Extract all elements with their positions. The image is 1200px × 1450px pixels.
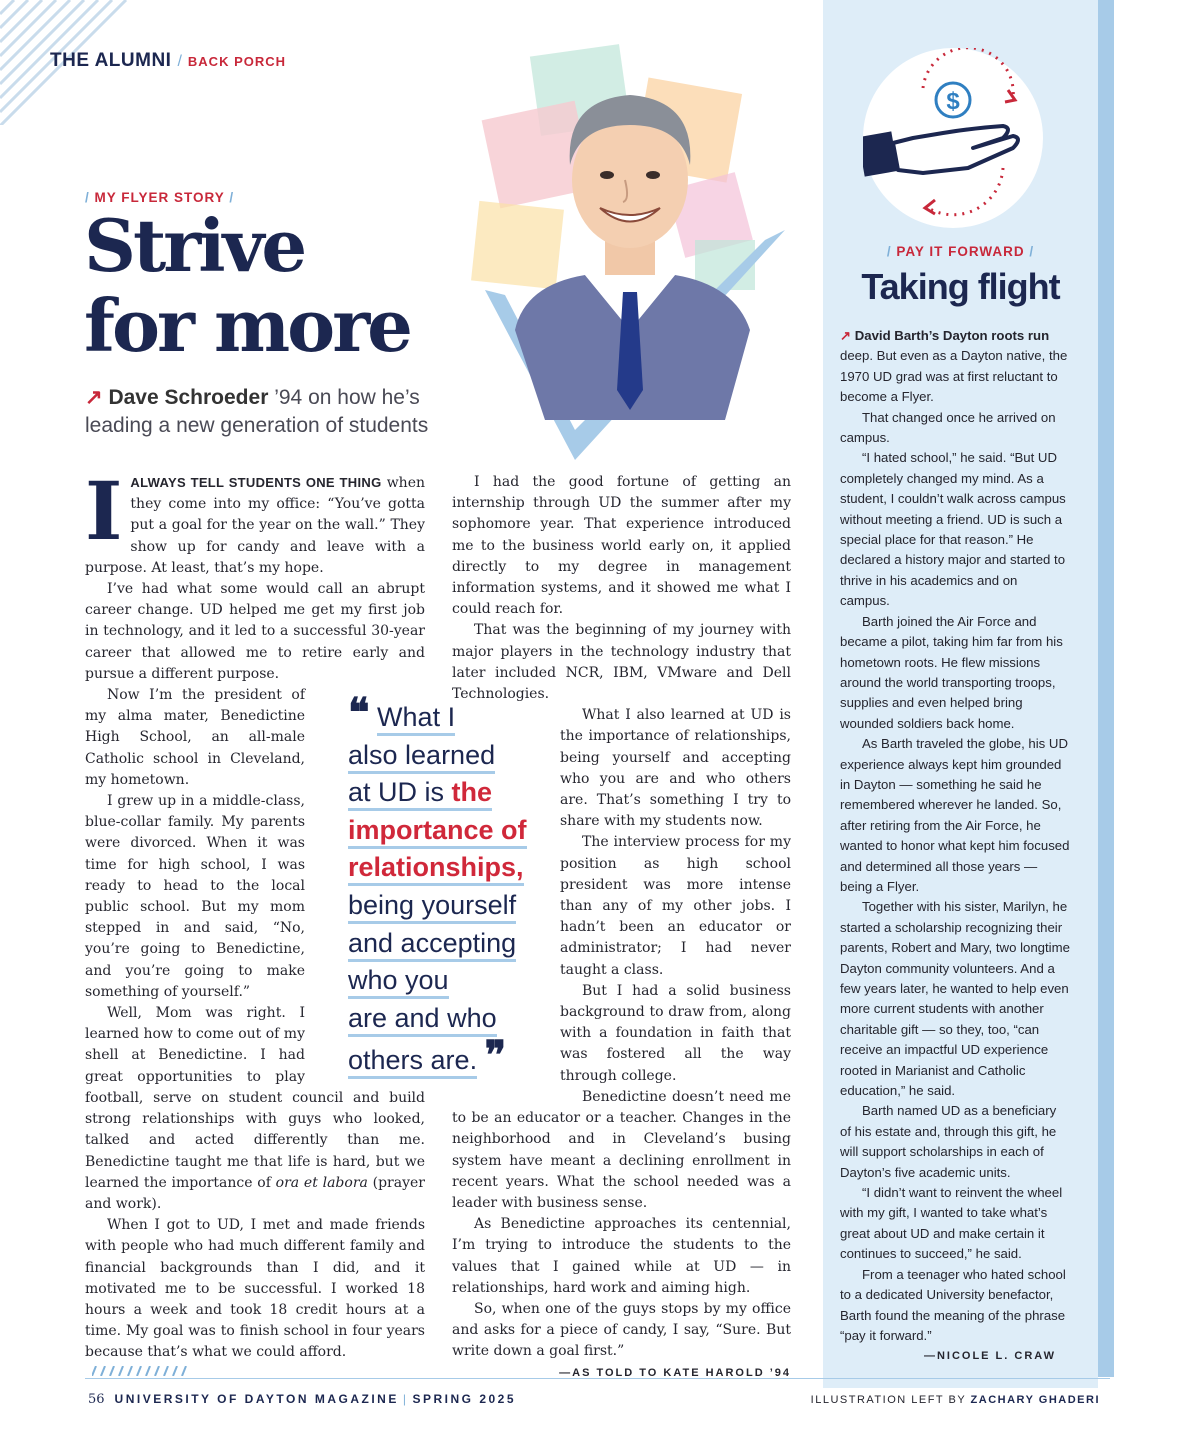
northeast-arrow-icon: ↗ — [85, 386, 103, 409]
section-name: THE ALUMNI — [50, 50, 172, 71]
subsection-name: BACK PORCH — [187, 54, 287, 69]
sidebar-title: Taking flight — [861, 266, 1060, 307]
sidebar-credit: —NICOLE L. CRAW — [923, 1350, 1056, 1363]
drop-cap: I — [85, 464, 123, 558]
section-header: THE ALUMNI / BACK PORCH — [50, 50, 287, 71]
article-column-2: I had the good fortune of getting an internship through UD the summer after my sophomore year. That experience introduced me to the business world early on, it applied directly to my degree in management information systems, and it showed me what I could reach for. That was the beginning of my journey with major players in the technology industry that later included NCR, IBM, VMware and Dell Technologies. What I also learned at UD is the importance of relationships, being yourself and accepting who you are and who others are. That’s something I try to share with my students now. The interview process for my position as high school president was more intense than any of my other jobs. I hadn’t been an educator or administrator; I had never taught a class. But I had a solid business background to draw from, along with a foundation in faith that was fostered all the way through college. Benedictine doesn’t need me to be an educator or a teacher. Changes in the neighborhood and in Cleveland’s busing system have meant a declining enrollment in recent years. What the school needed was a leader with business sense. As Benedictine approaches its centennial, I’m trying to introduce the students to the values that I gained while at UD — in relationships, hard work and aiming high. So, when one of the guys stops by my office and asks for a piece of candy, I say, “Sure. But write down a goal first.” —AS TOLD TO KATE HAROLD ’94 — [452, 472, 791, 1384]
quote-open-icon: ❝ — [348, 689, 370, 736]
svg-text:$: $ — [946, 88, 960, 115]
pull-quote: ❝ What I also learned at UD is the importance of relationships, being yourself and accepting who you are and who others are. ❞ — [348, 689, 527, 1080]
footer-rule — [85, 1378, 1110, 1379]
footer-dashes — [92, 1366, 192, 1376]
lead-in: ALWAYS TELL STUDENTS ONE THING — [130, 475, 382, 490]
footer-folio: 56 UNIVERSITY OF DAYTON MAGAZINE | SPRING 2025 — [88, 1392, 517, 1407]
portrait-illustration — [465, 30, 795, 465]
article-column-1: IALWAYS TELL STUDENTS ONE THING when they come into my office: “You’ve gotta put a goal for the year on the wall.” They show up for candy and leave with a purpose. At least, that’s my hope. I’ve had what some would call an abrupt career change. UD helped me get my first job in technology, and it led to a successful 30-year career that allowed me to retire early and pursue a different purpose. Now I’m the president of my alma mater, Benedictine High School, an all-male Catholic school in Cleveland, my hometown. I grew up in a middle-class, blue-collar family. My parents were divorced. When it was time for high school, I was ready to head to the local public school. But my mom stepped in and said, “No, you’re going to Benedictine, and you’re going to make something of yourself.” Well, Mom was right. I learned how to come out of my shell at Benedictine. I had great opportunities to play football, serve on student council and build strong relationships with guys who looked, talked and acted differently than me. Benedictine taught me that life is hard, but we learned the importance of ora et labora (prayer and work). When I got to UD, I met and made friends with people who had much different family and financial backgrounds than I did, and it motivated me to be successful. I worked 18 hours a week and took 18 credit hours at a time. My goal was to finish school in four years because that’s what we could afford. — [85, 464, 425, 1361]
article-credit: —AS TOLD TO KATE HAROLD ’94 — [559, 1366, 791, 1379]
article-deck: ↗ Dave Schroeder ’94 on how he’s leading a new generation of students — [85, 386, 429, 437]
article-kicker: / MY FLYER STORY / — [85, 190, 235, 205]
northeast-arrow-icon: ↗ — [840, 328, 852, 343]
illustration-credit: ILLUSTRATION LEFT BY ZACHARY GHADERI — [810, 1394, 1100, 1406]
article-headline: Strive for more — [84, 203, 410, 368]
page-number: 56 — [88, 1392, 105, 1407]
sidebar-text: ↗ David Barth’s Dayton roots run deep. But even as a Dayton native, the 1970 UD grad was at first reluctant to become a Flyer. That changed once he arrived on campus. “I hated school,” he said. “But UD completely changed my mind. As a student, I couldn’t walk across campus without meeting a friend. UD is such a special place for that reason.” He declared a history major and started to thrive in his academics and on campus. Barth joined the Air Force and became a pilot, taking him far from his hometown roots. He flew missions around the world transporting troops, supplies and even helped bring wounded soldiers back home. As Barth traveled the globe, his UD experience always kept him grounded in Dayton — something he said he remembered wherever he landed. So, after retiring from the Air Force, he wanted to honor what kept him focused and determined all those years — being a Flyer. Together with his sister, Marilyn, he started a scholarship recognizing their parents, Robert and Mary, two longtime Dayton community volunteers. And a few years later, he wanted to help even more current students with another charitable gift — so they, too, “can receive an impactful UD experience rooted in Marianist and Catholic education,” he said. Barth named UD as a beneficiary of his estate and, through this gift, he will support scholarships in each of Dayton’s five academic units. “I didn’t want to reinvent the wheel with my gift, I wanted to take what’s great about UD and make certain it continues to succeed,” he said. From a teenager who hated school to a dedicated University benefactor, Barth found the meaning of the phrase “pay it forward.” —NICOLE L. CRAW — [840, 326, 1070, 1367]
sidebar-edge — [1098, 0, 1114, 1377]
dollar-hand-icon — [863, 48, 1043, 228]
sidebar-kicker: / PAY IT FORWARD / — [886, 244, 1035, 259]
quote-close-icon: ❞ — [484, 1032, 507, 1080]
